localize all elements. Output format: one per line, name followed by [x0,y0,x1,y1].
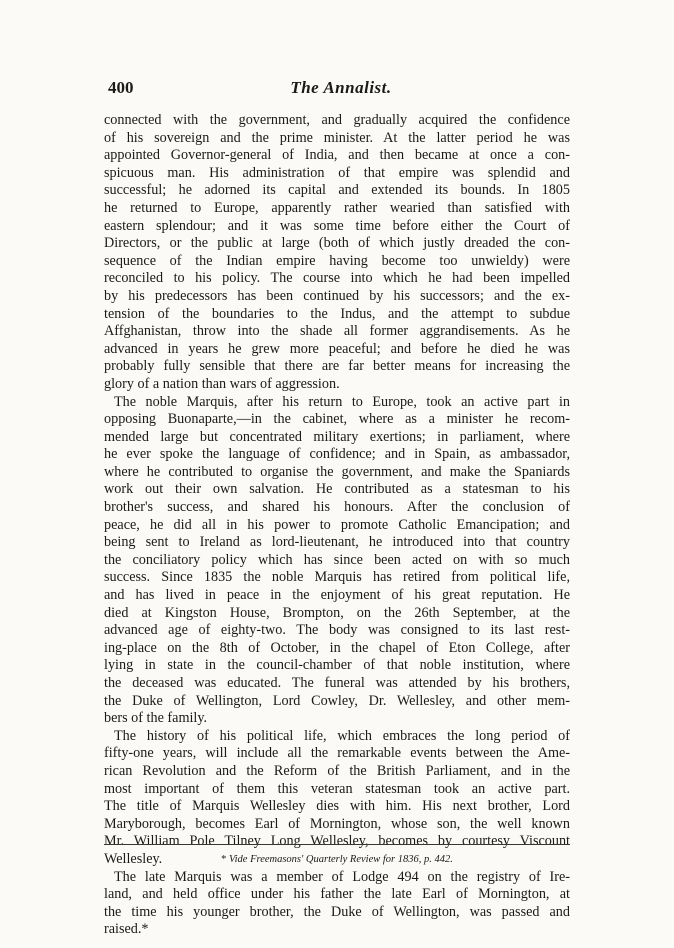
text-line: successful; he adorned its capital and extended its bounds. In 1805 [104,182,570,199]
text-line: The history of his political life, which embraces the long period of [114,727,570,744]
text-line: being sent to Ireland as lord-lieutenant, he introduced into that country [104,534,570,551]
text-line: Affghanistan, throw into the shade all former aggrandisements. As he [104,323,570,340]
text-line: Maryborough, becomes Earl of Mornington, whose son, the well known [104,815,570,832]
text-line: connected with the government, and gradually acquired the confidence [104,112,570,128]
text-line: Wellesley. [104,850,163,867]
footnote [104,854,570,865]
page-header [108,78,574,102]
text-line: the conciliatory policy which has since been acted on with so much [104,551,570,568]
text-line: of his sovereign and the prime minister. At the latter period he was [104,129,570,146]
text-line: The noble Marquis, after his return to Europe, took an active part in [114,393,570,410]
text-line: bers of the family. [104,710,208,727]
text-line: most important of them this veteran statesman took an active part. [104,780,570,797]
text-line: by his predecessors has been continued by his successors; and the ex- [104,287,570,304]
text-line: and has lived in peace in the enjoyment of his great reputation. He [104,587,570,604]
text-line: lying in state in the council-chamber of that noble institution, where [104,657,570,674]
text-line: raised.* [104,921,149,938]
text-line: died at Kingston House, Brompton, on the 26th September, at the [104,604,570,621]
text-line: tension of the boundaries to the Indus, and the attempt to subdue [104,305,570,322]
text-line: opposing Buonaparte,—in the cabinet, where as a minister he recom- [104,411,570,428]
text-line: advanced age of eighty-two. The body was consigned to its last rest- [104,622,570,639]
footnote-text: Vide Freemasons' Quarterly Review for 1836, p. 442. [229,854,453,865]
text-line: reconciled to his policy. The course into which he had been impelled [104,270,570,287]
text-line: peace, he did all in his power to promote Catholic Emancipation; and [104,516,570,533]
text-line: The late Marquis was a member of Lodge 494 on the registry of Ire- [114,868,570,885]
text-line: appointed Governor-general of India, and then became at once a con- [104,147,570,164]
text-line: The title of Marquis Wellesley dies with him. His next brother, Lord [104,798,570,815]
text-line: the Duke of Wellington, Lord Cowley, Dr. Wellesley, and other mem- [104,692,570,709]
text-line: work out their own salvation. He contributed as a statesman to his [104,481,570,498]
text-line: he ever spoke the language of confidence; and in Spain, as ambassador, [104,446,570,463]
text-line: land, and held office under his father the late Earl of Mornington, at [104,886,570,903]
text-line: eastern splendour; and it was some time before either the Court of [104,217,570,234]
text-line: brother's success, and shared his honours. After the conclusion of [104,499,570,516]
text-line: rican Revolution and the Reform of the British Parliament, and in the [104,762,570,779]
footnote-divider [104,844,570,845]
body-text [104,112,570,939]
text-line: glory of a nation than wars of aggression. [104,375,340,392]
text-line: the deceased was educated. The funeral was attended by his brothers, [104,675,570,691]
text-line: fifty-one years, will include all the remarkable events between the Ame- [104,745,570,762]
footnote-marker: * [221,854,227,865]
text-line: ing-place on the 8th of October, in the chapel of Eton College, after [104,639,570,656]
text-line: spicuous man. His administration of that empire was splendid and [104,164,570,181]
text-line: mended large but concentrated military exertions; in parliament, where [104,428,570,445]
page-number: 400 [108,78,134,97]
text-line: advanced in years he grew more peaceful; and before he died he was [104,340,570,357]
text-line: success. Since 1835 the noble Marquis has retired from political life, [104,569,570,586]
text-line: sequence of the Indian empire having become too unwieldy) were [104,252,570,269]
text-line: Mr. William Pole Tilney Long Wellesley, becomes by courtesy Viscount [104,833,570,850]
text-line: Directors, or the public at large (both of which justly dreaded the con- [104,235,570,252]
running-title: The Annalist. [290,78,392,97]
text-line: where he contributed to organise the government, and make the Spaniards [104,463,570,480]
text-line: the time his younger brother, the Duke of Wellington, was passed and [104,903,570,920]
text-line: he returned to Europe, apparently rather wearied than satisfied with [104,199,570,216]
text-line: probably fully sensible that there are far better means for increasing the [104,358,570,375]
